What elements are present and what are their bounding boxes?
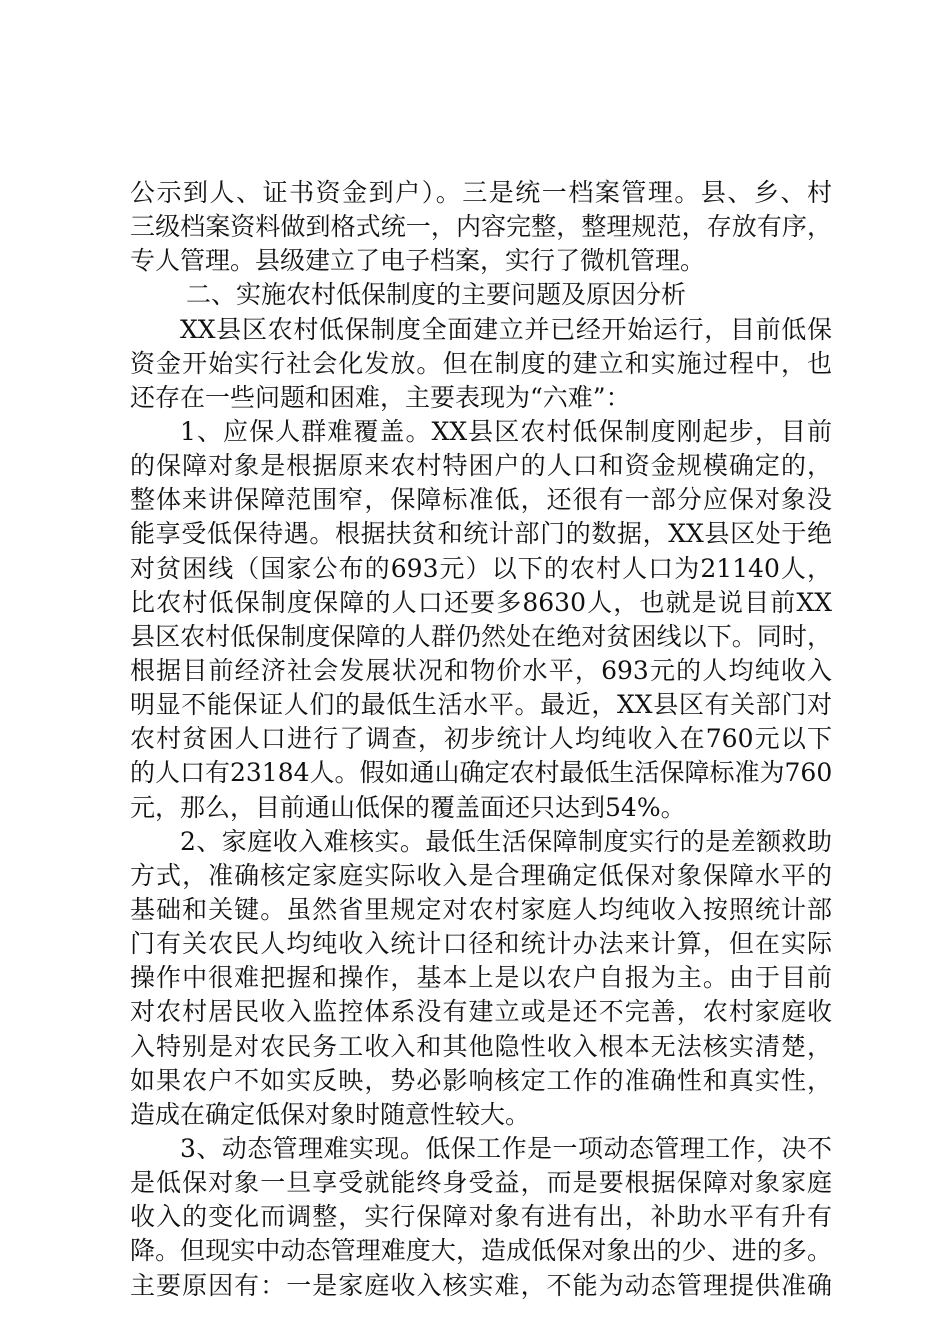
text-line: 2、家庭收入难核实。最低生活保障制度实行的是差额救助 [180,826,832,856]
text-line: 还存在一些问题和困难，主要表现为“六难”： [130,382,631,412]
text-line: 的人口有23184人。假如通山确定农村最低生活保障标准为760 [130,758,833,788]
text-line: 整体来讲保障范围窄，保障标准低，还很有一部分应保对象没 [130,485,832,515]
text-line: 降。但现实中动态管理难度大，造成低保对象出的少、进的多。 [130,1236,832,1266]
text-line: 县区农村低保制度保障的人群仍然处在绝对贫困线以下。同时， [130,621,832,651]
text-line: 根据目前经济社会发展状况和物价水平，693元的人均纯收入 [130,655,832,685]
text-line: 是低保对象一旦享受就能终身受益，而是要根据保障对象家庭 [130,1168,832,1198]
text-line: 资金开始实行社会化发放。但在制度的建立和实施过程中，也 [130,348,832,378]
text-line: 基础和关键。虽然省里规定对农村家庭人均纯收入按照统计部 [130,894,832,924]
document-body [130,176,832,1303]
text-line: 专人管理。县级建立了电子档案，实行了微机管理。 [130,246,706,276]
text-line: 的保障对象是根据原来农村特困户的人口和资金规模确定的， [130,451,832,481]
text-line: 3、动态管理难实现。低保工作是一项动态管理工作，决不 [180,1133,832,1163]
text-line: 比农村低保制度保障的人口还要多8630人，也就是说目前XX [130,587,832,617]
text-line: 操作中很难把握和操作，基本上是以农户自报为主。由于目前 [130,963,832,993]
text-line: 能享受低保待遇。根据扶贫和统计部门的数据，XX县区处于绝 [130,519,832,549]
text-line: 三级档案资料做到格式统一，内容完整，整理规范，存放有序， [130,212,832,242]
text-line: 方式，准确核定家庭实际收入是合理确定低保对象保障水平的 [130,860,832,890]
text-line: 主要原因有：一是家庭收入核实难，不能为动态管理提供准确 [130,1270,832,1300]
text-line: 门有关农民人均纯收入统计口径和统计办法来计算，但在实际 [130,929,832,959]
section-heading: 二、实施农村低保制度的主要问题及原因分析 [186,280,687,310]
text-line: 明显不能保证人们的最低生活水平。最近，XX县区有关部门对 [130,690,832,720]
text-line: 1、应保人群难覆盖。XX县区农村低保制度刚起步，目前 [180,416,832,446]
text-line: 对农村居民收入监控体系没有建立或是还不完善，农村家庭收 [130,997,832,1027]
text-line: 公示到人、证书资金到户）。三是统一档案管理。县、乡、村 [130,178,832,207]
text-line: 元，那么，目前通山低保的覆盖面还只达到54%。 [130,792,686,822]
text-line: 农村贫困人口进行了调查，初步统计人均纯收入在760元以下 [130,724,832,754]
text-line: 如果农户不如实反映，势必影响核定工作的准确性和真实性， [130,1065,832,1095]
text-line: XX县区农村低保制度全面建立并已经开始运行，目前低保 [180,314,832,344]
text-line: 收入的变化而调整，实行保障对象有进有出，补助水平有升有 [130,1202,832,1232]
text-line: 入特别是对农民务工收入和其他隐性收入根本无法核实清楚， [130,1031,832,1061]
text-line: 对贫困线（国家公布的693元）以下的农村人口为21140人， [130,553,832,583]
text-line: 造成在确定低保对象时随意性较大。 [130,1099,531,1129]
